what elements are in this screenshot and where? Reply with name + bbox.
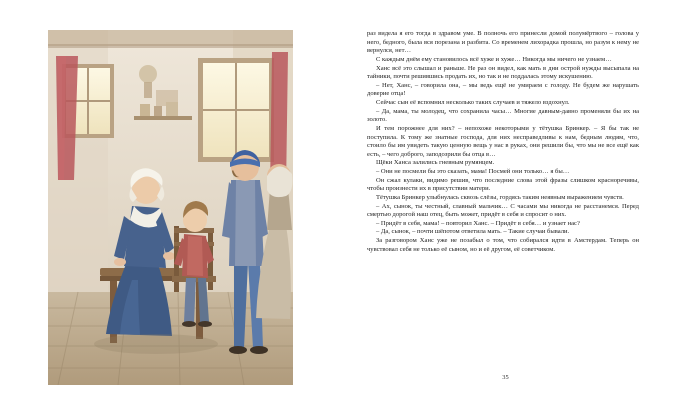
paragraph: – Ах, сынок, ты честный, славный мальчик… С часами мы никогда не расстанемся. Перед смертью дорогой наш отец, быть может, придёт в себя и спросит о них.	[367, 202, 639, 219]
page-number: 35	[502, 374, 509, 381]
paragraph: – Они не посмели бы это сказать, мама! Посмей они только… я бы…	[376, 168, 570, 175]
paragraph: – Нет, Ханс, – говорила она, – мы ведь ещё не умираем с голоду. Не будем же нарушать доверие отца!	[367, 81, 639, 98]
paragraph: Сейчас сын её вспомнил несколько таких случаев и тяжело вздохнул.	[376, 99, 570, 106]
paragraph: С каждым днём ему становилось всё хуже и хуже… Никогда мы ничего не узнаем…	[376, 55, 612, 63]
paragraph: Он сжал кулаки, видимо решив, что последние слова этой фразы слишком красноречивы, чтобы произнести их в присутствии матери.	[367, 176, 639, 193]
interior-scene-illustration	[48, 30, 293, 385]
paragraph: Щёки Ханса залились гневным румянцем.	[376, 159, 495, 167]
paragraph: Ханс всё это слышал и раньше. Не раз он видел, как мать в дни острой нужды высыпала на тайники, почти решившись продать их, но так и не поддалась этому искушению.	[367, 64, 639, 81]
paragraph: – Придёт в себя, мама! – повторил Ханс. – Придёт в себя… и узнает нас?	[376, 219, 580, 227]
paragraph: – Да, сынок, – почти шёпотом ответила мать. – Такие случаи бывали.	[376, 228, 570, 236]
right-page	[337, 0, 674, 406]
paragraph: раз видела я его тогда в здравом уме. В полночь его принесли домой полумёртвого – голова у него, бедного, была вся порезана и разбита. Со временем лихорадка прошла, но разум к нему не вернулся, нет…	[367, 30, 639, 55]
paragraph: И тем порожнее для них? – непохоже некоторыми у тётушка Бринкер. – Я бы так не поступила. К тому же знатные господа, для них несправедливы к нам, бедным людям, что, стоило бы им увидеть такую ценную вещь у нас в руках, они решили бы, что мы не все ещё как есть, – чего доброго, заподозрили бы отца в…	[367, 124, 639, 158]
paragraph: – Да, мама, ты молодец, что сохранила часы… Многие давным-давно променяли бы их на золото.	[367, 107, 639, 124]
paragraph: За разговором Ханс уже не позабыл о том, что собирался идти в Амстердам. Теперь он чувствовал себя не только её сыном, но и её другом, её советчиком.	[367, 237, 639, 253]
body-text-column	[367, 30, 639, 254]
paragraph: Тётушка Бринкер улыбнулась сквозь слёзы, гордясь таким неявным выражением чувств.	[376, 193, 624, 201]
illustration-artwork	[48, 30, 293, 385]
